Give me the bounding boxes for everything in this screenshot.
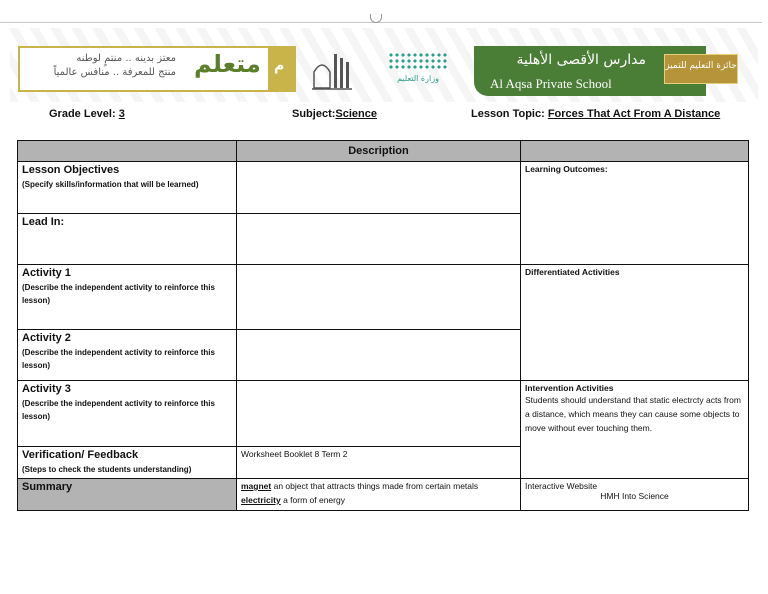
resource-title: Interactive Website [525, 481, 598, 491]
table-header-row [18, 141, 749, 162]
summary-term-2: electricity [241, 495, 281, 505]
verification-text: Worksheet Booklet 8 Term 2 [241, 449, 348, 459]
lead-in-title: Lead In: [22, 216, 65, 228]
activity1-title: Activity 1 [22, 267, 71, 279]
summary-def-1: an object that attracts things made from certain metals [271, 481, 479, 491]
intervention-cell[interactable] [521, 381, 749, 479]
summary-term-1: magnet [241, 481, 272, 491]
differentiated-title: Differentiated Activities [525, 267, 620, 277]
activity3-cell [18, 381, 237, 447]
activity1-cell [18, 265, 237, 330]
brand-word: متعلم [194, 50, 261, 78]
summary-description[interactable] [237, 479, 521, 511]
table-row [18, 265, 749, 330]
header-banner [10, 28, 758, 102]
activity1-sub: (Describe the independent activity to reinforce this lesson) [22, 283, 215, 305]
activity3-sub: (Describe the independent activity to reinforce this lesson) [22, 399, 215, 421]
topic-label: Lesson Topic: [471, 108, 545, 120]
intervention-text: Students should understand that static electrcty acts from a distance, which means they can cause some objects to move without ever touching them. [525, 395, 741, 433]
header-blank-left [18, 141, 237, 162]
award-badge [664, 54, 738, 84]
objectives-title: Lesson Objectives [22, 164, 120, 176]
table-row [18, 381, 749, 447]
verification-cell [18, 447, 237, 479]
subject-value: Science [335, 108, 377, 120]
slogan-line-2: منتج للمعرفة .. منافس عالمياً [53, 67, 176, 78]
objectives-description[interactable] [237, 162, 521, 214]
summary-title: Summary [22, 481, 73, 493]
objectives-cell [18, 162, 237, 214]
brand-mark [268, 46, 296, 92]
header-description: Description [237, 141, 521, 162]
summary-cell [18, 479, 237, 511]
grade-label: Grade Level: [49, 108, 116, 120]
brand-mark-letter: م [274, 58, 285, 74]
grade-level [49, 108, 125, 120]
lead-in-description[interactable] [237, 214, 521, 265]
activity2-title: Activity 2 [22, 332, 71, 344]
lesson-topic [471, 108, 720, 120]
table-row [18, 162, 749, 214]
verification-description[interactable] [237, 447, 521, 479]
ministry-logo [382, 50, 454, 96]
school-name-en: Al Aqsa Private School [490, 76, 612, 91]
aqsa-mosque-logo-icon [310, 48, 354, 92]
ministry-name: وزارة التعليم [397, 74, 439, 83]
verification-title: Verification/ Feedback [22, 449, 139, 461]
school-name-ar: مدارس الأقصى الأهلية [516, 52, 646, 68]
summary-def-2: a form of energy [280, 495, 345, 505]
slogan-line-1: معتز بدينه .. منتمٍ لوطنه [76, 53, 176, 64]
activity3-title: Activity 3 [22, 383, 71, 395]
lead-in-cell [18, 214, 237, 265]
award-text: جائزة التعليم للتميز [665, 61, 737, 71]
slogan [54, 52, 176, 80]
page-top-rule [0, 22, 762, 23]
intervention-title: Intervention Activities [525, 383, 614, 393]
activity2-cell [18, 330, 237, 381]
activity3-description[interactable] [237, 381, 521, 447]
brand-logo-box [18, 46, 296, 92]
activity2-sub: (Describe the independent activity to reinforce this lesson) [22, 348, 215, 370]
activity1-description[interactable] [237, 265, 521, 330]
header-blank-right [521, 141, 749, 162]
resource-name: HMH Into Science [600, 491, 669, 501]
learning-outcomes-cell[interactable] [521, 162, 749, 265]
subject [292, 108, 377, 120]
lesson-plan-table [17, 140, 749, 511]
resource-cell[interactable] [521, 479, 749, 511]
subject-label: Subject: [292, 108, 336, 120]
summary-line-2 [241, 495, 516, 505]
verification-sub: (Steps to check the students understanding) [22, 465, 192, 474]
topic-value: Forces That Act From A Distance [547, 108, 721, 120]
objectives-sub: (Specify skills/information that will be learned) [22, 180, 199, 189]
table-row [18, 479, 749, 511]
summary-line-1 [241, 481, 516, 491]
grade-value: 3 [118, 108, 125, 120]
ministry-dots-icon [388, 52, 448, 70]
learning-outcomes-title: Learning Outcomes: [525, 164, 608, 174]
differentiated-cell[interactable] [521, 265, 749, 381]
activity2-description[interactable] [237, 330, 521, 381]
